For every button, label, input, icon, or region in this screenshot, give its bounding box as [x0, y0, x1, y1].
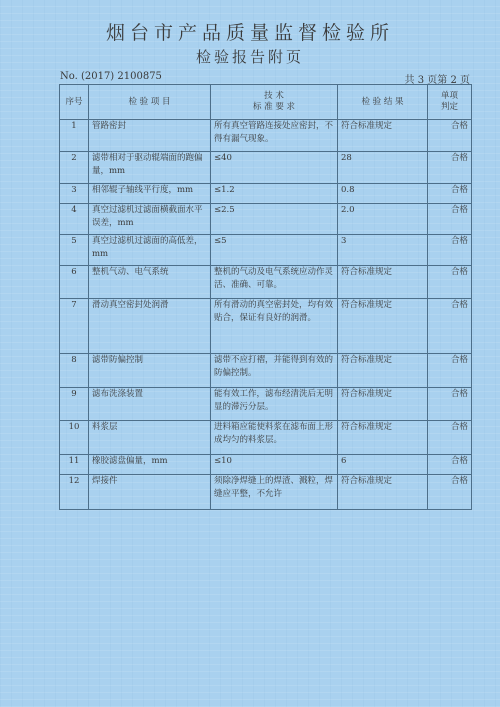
row-item: 滑动真空密封处润滑 — [89, 299, 211, 354]
table-row — [60, 475, 472, 510]
row-judgement: 合格 — [428, 421, 472, 455]
row-result: 符合标准规定 — [338, 120, 428, 152]
report-number: No. (2017) 2100875 — [60, 71, 162, 82]
row-no: 4 — [60, 204, 89, 235]
row-item: 相邻辊子轴线平行度，mm — [89, 184, 211, 204]
col-header-judgement — [428, 85, 472, 120]
org-title: 烟台市产品质量监督检验所 — [105, 22, 394, 44]
col-header-no: 序号 — [60, 85, 89, 120]
row-judgement: 合格 — [428, 475, 472, 510]
row-no: 6 — [60, 266, 89, 299]
row-result: 符合标准规定 — [338, 354, 428, 388]
row-result: 6 — [338, 455, 428, 475]
row-item: 整机气动、电气系统 — [89, 266, 211, 299]
row-result: 符合标准规定 — [338, 299, 428, 354]
table-row — [60, 388, 472, 421]
row-judgement: 合格 — [428, 204, 472, 235]
row-requirement: ≤40 — [211, 152, 338, 184]
row-requirement: ≤10 — [211, 455, 338, 475]
row-judgement: 合格 — [428, 266, 472, 299]
row-no: 2 — [60, 152, 89, 184]
table-row — [60, 421, 472, 455]
row-requirement: ≤5 — [211, 235, 338, 266]
row-no: 8 — [60, 354, 89, 388]
row-result: 2.0 — [338, 204, 428, 235]
row-requirement: 滤带不应打褶，并能得到有效的防偏控制。 — [211, 354, 338, 388]
row-no: 1 — [60, 120, 89, 152]
row-item: 真空过滤机过滤面横截面水平误差，mm — [89, 204, 211, 235]
row-item: 滤布洗涤装置 — [89, 388, 211, 421]
col-header-requirement-line2: 标 准 要 求 — [252, 102, 296, 112]
col-header-result: 检 验 结 果 — [338, 85, 428, 120]
row-judgement: 合格 — [428, 235, 472, 266]
row-no: 12 — [60, 475, 89, 510]
row-no: 10 — [60, 421, 89, 455]
row-item: 真空过滤机过滤面的高低差，mm — [89, 235, 211, 266]
row-judgement: 合格 — [428, 184, 472, 204]
row-no: 7 — [60, 299, 89, 354]
row-result: 符合标准规定 — [338, 266, 428, 299]
table-row — [60, 152, 472, 184]
row-result: 28 — [338, 152, 428, 184]
row-result: 符合标准规定 — [338, 475, 428, 510]
row-result: 3 — [338, 235, 428, 266]
col-header-requirement — [211, 85, 338, 120]
table-row — [60, 204, 472, 235]
row-requirement: 整机的气动及电气系统应动作灵活、准确、可靠。 — [211, 266, 338, 299]
table-row — [60, 120, 472, 152]
row-requirement: 进料箱应能使料浆在滤布面上形成均匀的料浆层。 — [211, 421, 338, 455]
table-header-row — [60, 85, 472, 120]
row-item: 橡胶滤盘偏量，mm — [89, 455, 211, 475]
row-no: 11 — [60, 455, 89, 475]
row-requirement: ≤2.5 — [211, 204, 338, 235]
doc-title: 检验报告附页 — [195, 48, 304, 66]
row-judgement: 合格 — [428, 354, 472, 388]
row-judgement: 合格 — [428, 120, 472, 152]
inspection-table — [59, 84, 472, 510]
table-row — [60, 455, 472, 475]
row-no: 9 — [60, 388, 89, 421]
table-row — [60, 184, 472, 204]
table-row — [60, 235, 472, 266]
col-header-judgement-line1: 单项 — [440, 91, 458, 101]
row-result: 0.8 — [338, 184, 428, 204]
row-item: 焊接件 — [89, 475, 211, 510]
row-no: 3 — [60, 184, 89, 204]
row-item: 料浆层 — [89, 421, 211, 455]
table-row — [60, 299, 472, 354]
row-judgement: 合格 — [428, 152, 472, 184]
row-requirement: 所有滑动的真空密封处，均有效贴合，保证有良好的润滑。 — [211, 299, 338, 354]
table-row — [60, 266, 472, 299]
page-count: 共 3 页第 2 页 — [404, 75, 470, 86]
table-row — [60, 354, 472, 388]
row-requirement: 能有效工作，滤布经清洗后无明显的滞污分层。 — [211, 388, 338, 421]
row-judgement: 合格 — [428, 299, 472, 354]
row-requirement: ≤1.2 — [211, 184, 338, 204]
col-header-item: 检 验 项 目 — [89, 85, 211, 120]
col-header-judgement-line2: 判定 — [440, 102, 458, 112]
row-judgement: 合格 — [428, 388, 472, 421]
col-header-requirement-line1: 技 术 — [264, 91, 284, 101]
row-judgement: 合格 — [428, 455, 472, 475]
row-item: 管路密封 — [89, 120, 211, 152]
row-result: 符合标准规定 — [338, 388, 428, 421]
row-requirement: 所有真空管路连接处应密封，不得有漏气现象。 — [211, 120, 338, 152]
row-item: 滤带相对于驱动辊端面的跑偏量，mm — [89, 152, 211, 184]
row-requirement: 须除净焊缝上的焊渣、溅粒，焊缝应平整，不允许 — [211, 475, 338, 510]
row-no: 5 — [60, 235, 89, 266]
row-result: 符合标准规定 — [338, 421, 428, 455]
row-item: 滤带防偏控制 — [89, 354, 211, 388]
